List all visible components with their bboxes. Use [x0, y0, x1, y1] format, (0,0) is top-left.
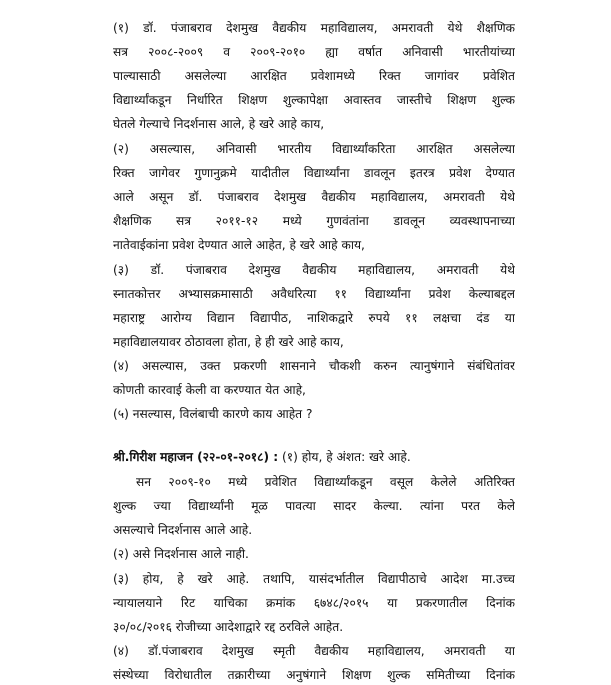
question-line: महाविद्यालयावर ठोठावला होता, हे ही खरे आहे काय, [113, 335, 344, 349]
question-line: सत्र २००८-२००९ व २००९-२०१० ह्या वर्षात अनिवासी भारतीयांच्या [113, 45, 515, 59]
answer-line: ३०/०८/२०१६ रोजीच्या आदेशाद्वारे रद्द ठरविले आहेत. [113, 620, 344, 634]
answer-line: (४) डॉ.पंजाबराव देशमुख स्मृती वैद्यकीय महाविद्यालय, अमरावती या [113, 644, 515, 658]
question-line: रिक्त जागेवर गुणानुक्रमे यादीतील विद्यार्थ्यांना डावलून इतरत्र प्रवेश देण्यात [113, 166, 515, 180]
answer-line: संस्थेच्या विरोधातील तक्रारीच्या अनुषंगाने शिक्षण शुल्क समितीच्या दिनांक [113, 668, 515, 682]
answer-line: असल्याचे निदर्शनास आले आहे. [113, 523, 253, 537]
question-line: पाल्यासाठी असलेल्या आरक्षित प्रवेशामध्ये रिक्त जागांवर प्रवेशित [113, 69, 515, 83]
question-line: कोणती कारवाई केली वा करण्यात येत आहे, [113, 383, 306, 397]
answer-line: (३) होय, हे खरे आहे. तथापि, यासंदर्भातील विद्यापीठाचे आदेश मा.उच्च [113, 572, 515, 586]
question-line: (४) असल्यास, उक्त प्रकरणी शासनाने चौकशी करुन त्यानुषंगाने संबंधितांवर [113, 359, 515, 373]
question-line: आले असून डॉ. पंजाबराव देशमुख वैद्यकीय महाविद्यालय, अमरावती येथे [113, 190, 515, 204]
question-line: (५) नसल्यास, विलंबाची कारणे काय आहेत ? [113, 407, 313, 421]
question-line: (२) असल्यास, अनिवासी भारतीय विद्यार्थ्यांकरिता आरक्षित असलेल्या [113, 142, 515, 156]
answer-line: शुल्क ज्या विद्यार्थ्यांनी मूळ पावत्या सादर केल्या. त्यांना परत केले [113, 499, 515, 513]
question-line: घेतले गेल्याचे निदर्शनास आले, हे खरे आहे काय, [113, 117, 325, 131]
answer-heading [113, 449, 515, 465]
answer-first-reply: (१) होय, हे अंशत: खरे आहे. [278, 450, 411, 464]
question-line: (१) डॉ. पंजाबराव देशमुख वैद्यकीय महाविद्यालय, अमरावती येथे शैक्षणिक [113, 21, 515, 35]
answer-line: सन २००९-१० मध्ये प्रवेशित विद्यार्थ्यांकडून वसूल केलेले अतिरिक्त [136, 475, 515, 489]
question-line: महाराष्ट्र आरोग्य विद्यान विद्यापीठ, नाशिकद्वारे रुपये ११ लक्षचा दंड या [113, 311, 515, 325]
answer-speaker: श्री.गिरीश महाजन (२२-०१-२०१८) : [113, 450, 279, 464]
answer-line: (२) असे निदर्शनास आले नाही. [113, 547, 249, 561]
question-line: शैक्षणिक सत्र २०११-१२ मध्ये गुणवंतांना डावलून व्यवस्थापनाच्या [113, 214, 515, 228]
question-line: नातेवाईकांना प्रवेश देण्यात आले आहेत, हे खरे आहे काय, [113, 238, 365, 252]
question-line: विद्यार्थ्यांकडून निर्धारित शिक्षण शुल्कापेक्षा अवास्तव जास्तीचे शिक्षण शुल्क [113, 93, 515, 107]
question-line: (३) डॉ. पंजाबराव देशमुख वैद्यकीय महाविद्यालय, अमरावती येथे [113, 263, 515, 277]
question-line: स्नातकोत्तर अभ्यासक्रमासाठी अवैधरित्या ११ विद्यार्थ्यांना प्रवेश केल्याबद्दल [113, 287, 515, 301]
answer-line: न्यायालयाने रिट याचिका क्रमांक ६७४८/२०१५ या प्रकरणातील दिनांक [113, 596, 515, 610]
